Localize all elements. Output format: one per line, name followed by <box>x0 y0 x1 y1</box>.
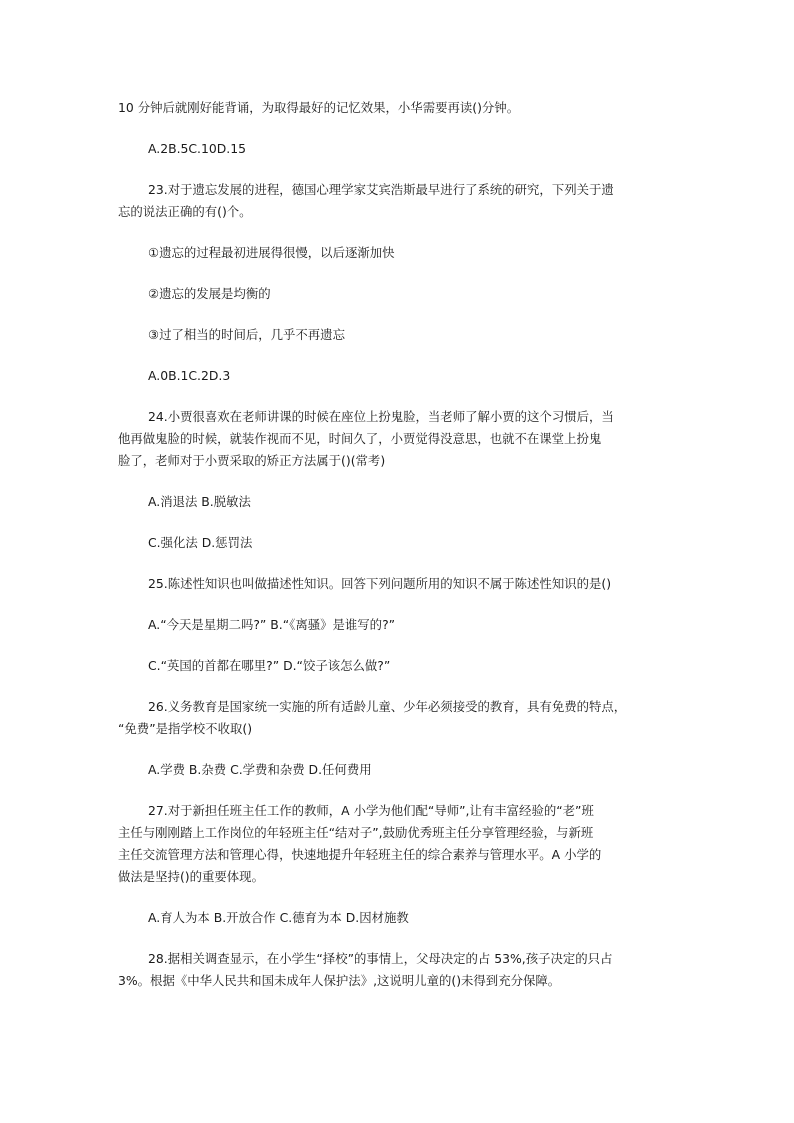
document-page <box>118 97 678 992</box>
q25-options-2: C.“英国的首都在哪里?” D.“饺子该怎么做?” <box>148 658 391 673</box>
q23-statement-2: ②遗忘的发展是均衡的 <box>148 286 271 301</box>
q26-options: A.学费 B.杂费 C.学费和杂费 D.任何费用 <box>148 762 372 777</box>
q24-options-2: C.强化法 D.惩罚法 <box>148 535 253 550</box>
q28-stem-line-2: 3%。根据《中华人民共和国未成年人保护法》,这说明儿童的()未得到充分保障。 <box>118 973 561 988</box>
q24-stem-line-2: 他再做鬼脸的时候，就装作视而不见，时间久了，小贾觉得没意思，也就不在课堂上扮鬼 <box>118 431 602 446</box>
q27-stem-line-2: 主任与刚刚踏上工作岗位的年轻班主任“结对子”,鼓励优秀班主任分享管理经验，与新班 <box>118 825 594 840</box>
q27-options: A.育人为本 B.开放合作 C.德育为本 D.因材施教 <box>148 910 409 925</box>
q23-statement-3: ③过了相当的时间后，几乎不再遗忘 <box>148 327 345 342</box>
q23-stem-line-2: 忘的说法正确的有()个。 <box>118 204 252 219</box>
q23-statement-1: ①遗忘的过程最初进展得很慢，以后逐渐加快 <box>148 245 395 260</box>
q22-stem-tail: 10 分钟后就刚好能背诵，为取得最好的记忆效果，小华需要再读()分钟。 <box>118 100 520 115</box>
q25-options-1: A.“今天是星期二吗?” B.“《离骚》是谁写的?” <box>148 617 396 632</box>
q28-stem-line-1: 28.据相关调查显示，在小学生“择校”的事情上，父母决定的占 53%,孩子决定的只占 <box>148 951 613 966</box>
q27-stem-line-3: 主任交流管理方法和管理心得，快速地提升年轻班主任的综合素养与管理水平。A 小学的 <box>118 847 602 862</box>
q24-stem-line-3: 脸了，老师对于小贾采取的矫正方法属于()(常考) <box>118 453 386 468</box>
q27-stem-line-4: 做法是坚持()的重要体现。 <box>118 869 264 884</box>
q23-stem-line-1: 23.对于遗忘发展的进程，德国心理学家艾宾浩斯最早进行了系统的研究，下列关于遗 <box>148 182 614 197</box>
q26-stem-line-2: “免费”是指学校不收取() <box>118 721 253 736</box>
q26-stem-line-1: 26.义务教育是国家统一实施的所有适龄儿童、少年必须接受的教育，具有免费的特点， <box>148 699 627 714</box>
q24-options-1: A.消退法 B.脱敏法 <box>148 494 251 509</box>
q23-options: A.0B.1C.2D.3 <box>148 368 231 383</box>
q22-options: A.2B.5C.10D.15 <box>148 141 247 156</box>
q27-stem-line-1: 27.对于新担任班主任工作的教师，A 小学为他们配“导师”,让有丰富经验的“老”班 <box>148 803 594 818</box>
q24-stem-line-1: 24.小贾很喜欢在老师讲课的时候在座位上扮鬼脸，当老师了解小贾的这个习惯后，当 <box>148 409 614 424</box>
q25-stem: 25.陈述性知识也叫做描述性知识。回答下列问题所用的知识不属于陈述性知识的是() <box>148 576 612 591</box>
